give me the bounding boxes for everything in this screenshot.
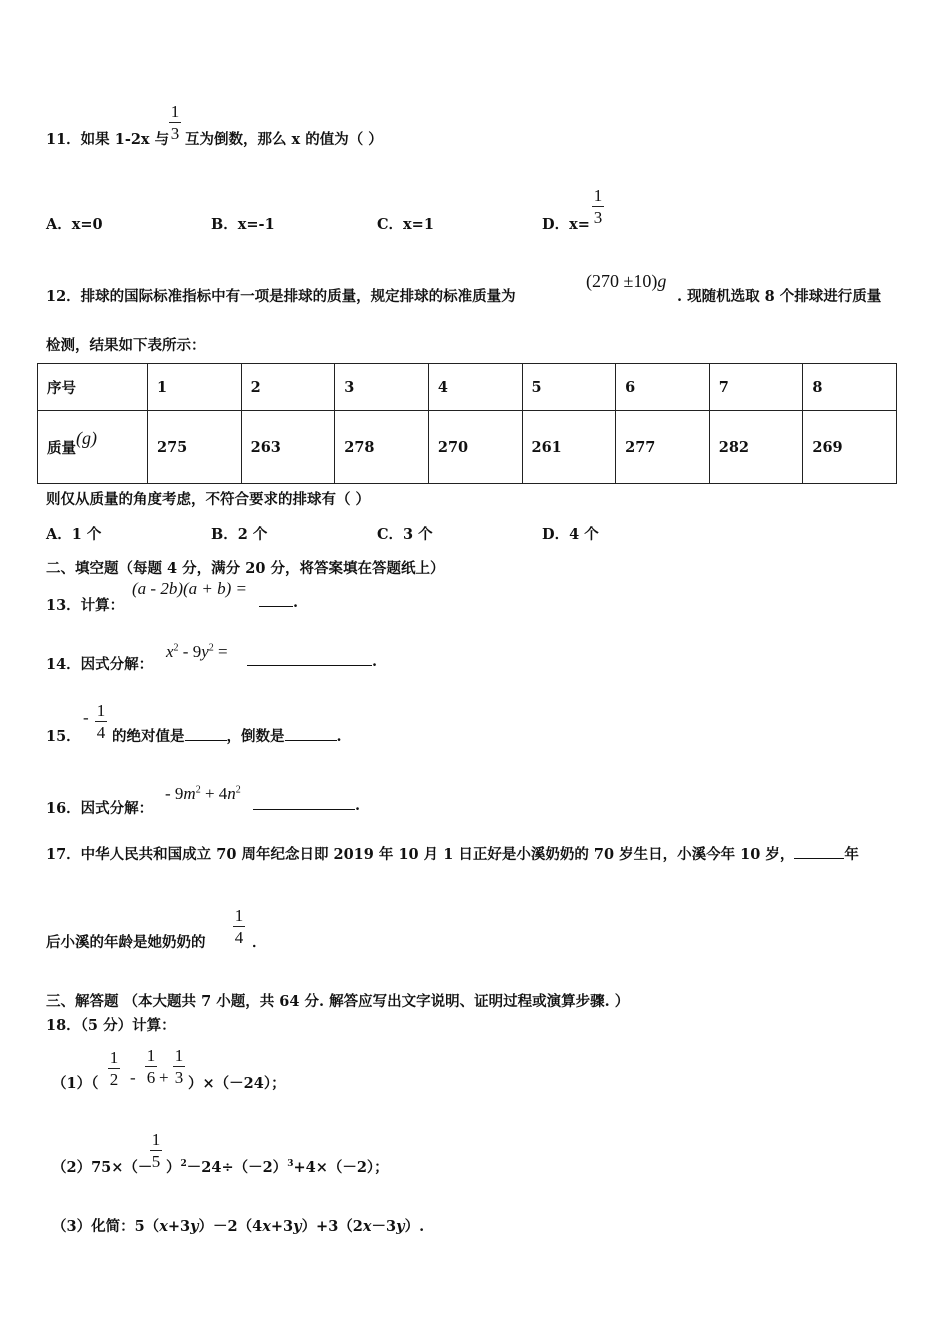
table-cell: 6 [616,364,710,411]
q15-text: 的绝对值是 ，倒数是 . [112,728,342,745]
table-cell: 275 [148,411,242,484]
table-cell: 282 [709,411,803,484]
q12-option-a[interactable]: A．1 个 [46,526,102,543]
q15-minus: - [83,708,89,727]
q12-formula: (270 ±10)g [586,271,667,291]
q16-label: 16．因式分解： [46,800,154,817]
mass-table [37,363,897,484]
mass-unit: (g) [76,427,97,448]
table-cell: 7 [709,364,803,411]
q18-part1-fraction-3: 1 3 [174,1046,184,1087]
q14-expression: $x^2 - 9y^2$ = [166,642,228,661]
q11-suffix: 互为倒数，那么 x 的值为（ ） [185,131,383,148]
q11-option-d[interactable]: D．x= [542,216,590,233]
table-cell: 3 [335,364,429,411]
q18-part2-label: （2）75×（－ [52,1159,153,1176]
table-cell: 277 [616,411,710,484]
answer-blank[interactable] [253,797,355,810]
answer-blank[interactable] [247,653,372,666]
q18-part2-fraction: 1 5 [151,1130,161,1171]
q12-suffix: . 现随机选取 8 个排球进行质量 [677,288,882,305]
q13-answer: . [259,594,298,611]
answer-blank[interactable] [185,728,227,741]
q11-prefix: 11．如果 1-2x 与 [46,131,170,148]
q16-answer: . [253,797,360,814]
table-cell: 261 [522,411,616,484]
q18-title: 18．（5 分）计算： [46,1017,176,1034]
q18-part1-fraction-2: 1 6 [146,1046,156,1087]
table-cell: 2 [241,364,335,411]
q11-option-a[interactable]: A．x=0 [46,216,103,233]
q18-part3: （3）化简：5（x+3y）－2（4x+3y）+3（2x－3y）. [52,1218,425,1235]
q18-part1-minus: - [130,1068,136,1087]
answer-blank[interactable] [794,846,844,859]
q18-part1-tail: ）×（－24）； [188,1075,286,1092]
q17-end: ． [252,934,267,951]
table-cell: 5 [522,364,616,411]
mass-label: 质量 [47,439,76,457]
q14-answer: . [247,653,377,670]
table-cell: 278 [335,411,429,484]
q18-part1-label: （1）（ [52,1075,99,1092]
q18-part1-plus: + [159,1068,169,1087]
q12-prefix: 12．排球的国际标准指标中有一项是排球的质量，规定排球的标准质量为 [46,288,516,305]
table-cell: 4 [428,364,522,411]
q11-option-b[interactable]: B．x=-1 [211,216,275,233]
table-cell: 1 [148,364,242,411]
answer-blank[interactable] [285,728,337,741]
q11-fraction: 1 3 [170,102,180,143]
q13-expression: (a - 2b)(a + b) = [132,579,247,598]
table-row [38,411,897,484]
q15-fraction: 1 4 [96,701,106,742]
q12-option-c[interactable]: C．3 个 [377,526,433,543]
table-row [38,364,897,411]
section3-heading: 三、解答题 （本大题共 7 小题，共 64 分. 解答应写出文字说明、证明过程或演算步骤. ） [46,993,630,1010]
q15-label: 15． [46,728,81,745]
table-cell: 269 [803,411,897,484]
q17-line2: 后小溪的年龄是她奶奶的 [46,934,206,951]
q11-option-d-fraction: 1 3 [593,186,603,227]
q18-part2-tail: ）$^2-24\div(-2)^3+4\times(-2)$； [166,1159,389,1176]
table-cell: 270 [428,411,522,484]
q16-expression: - $9m^2 + 4n^2$ [165,784,241,803]
q12-option-b[interactable]: B．2 个 [211,526,268,543]
q14-label: 14．因式分解： [46,656,154,673]
q12-question: 则仅从质量的角度考虑，不符合要求的排球有（ ） [46,491,371,508]
q17-fraction: 1 4 [234,906,244,947]
table-cell: 8 [803,364,897,411]
q12-option-d[interactable]: D．4 个 [542,526,599,543]
q12-line2: 检测，结果如下表所示： [46,337,206,354]
q18-part1-fraction-1: 1 2 [109,1048,119,1089]
table-cell: 263 [241,411,335,484]
q13-label: 13．计算： [46,597,125,614]
table-header-cell: 序号 [38,364,148,411]
table-header-cell [38,411,148,484]
q17-line1: 17．中华人民共和国成立 70 周年纪念日即 2019 年 10 月 1 日正好是小溪奶奶的 70 岁生日，小溪今年 10 岁， 年 [46,846,859,863]
q11-option-c[interactable]: C．x=1 [377,216,434,233]
section2-heading: 二、填空题（每题 4 分，满分 20 分，将答案填在答题纸上） [46,560,445,577]
answer-blank[interactable] [259,594,293,607]
